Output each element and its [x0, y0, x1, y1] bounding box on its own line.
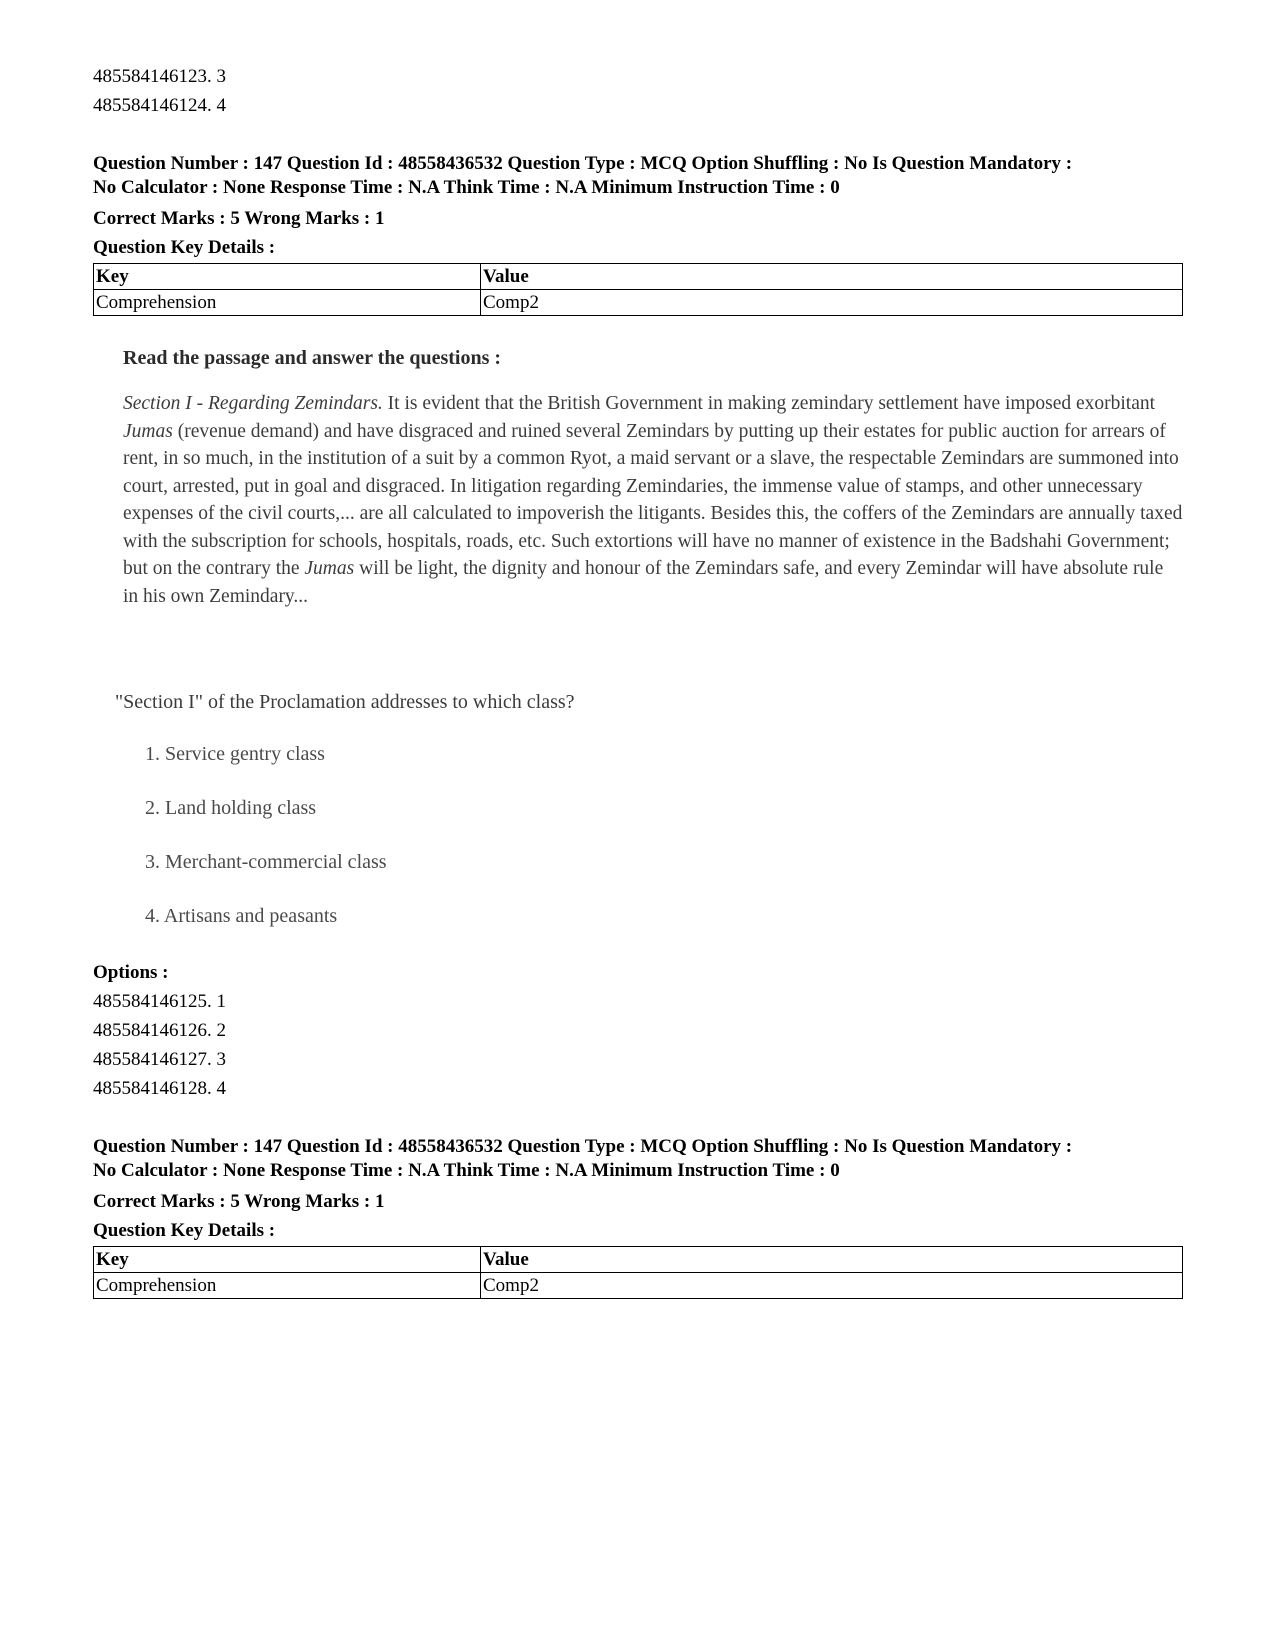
table-row	[94, 290, 1183, 316]
option-item: 485584146125. 1	[93, 991, 226, 1012]
table-cell-value: Comp2	[481, 290, 1183, 316]
options-label: Options :	[93, 962, 169, 983]
passage-image	[115, 344, 1183, 930]
key-details-label: Question Key Details :	[93, 1220, 276, 1241]
table-header-key: Key	[94, 264, 481, 290]
table-cell-key: Comprehension	[94, 290, 481, 316]
table-header-value: Value	[481, 1247, 1183, 1273]
passage-text-part: It is evident that the British Government in making zemindary settlement have imposed exorbitant	[382, 393, 1156, 414]
passage-text-part: will be light, the dignity and honour of the Zemindars safe, and every Zemindar will have absolute rule in his own Zemindary...	[123, 558, 1164, 607]
marks-line: Correct Marks : 5 Wrong Marks : 1	[93, 1191, 385, 1212]
question-meta-block	[93, 152, 1183, 316]
key-details-label: Question Key Details :	[93, 237, 276, 258]
answer-choice: 2. Land holding class	[145, 797, 317, 819]
question-text: "Section I" of the Proclamation addresses to which class?	[115, 691, 575, 713]
question-meta-line: Question Number : 147 Question Id : 48558436532 Question Type : MCQ Option Shuffling : No Is Question Mandatory :	[93, 153, 1073, 174]
table-header-row	[94, 1247, 1183, 1273]
key-details-table	[93, 263, 1183, 316]
option-item: 485584146123. 3	[93, 66, 226, 87]
options-list	[93, 987, 1183, 1103]
question-meta-line: No Calculator : None Response Time : N.A Think Time : N.A Minimum Instruction Time : 0	[93, 177, 840, 198]
table-row	[94, 1273, 1183, 1299]
table-header-key: Key	[94, 1247, 481, 1273]
passage-term-jumas: Jumas	[304, 558, 355, 579]
passage-heading: Read the passage and answer the questions :	[123, 347, 502, 369]
passage-section-title: Section I - Regarding Zemindars.	[123, 393, 383, 414]
passage-text-part: (revenue demand) and have disgraced and ruined several Zemindars by putting up their estates for public auction for arrears of rent, in so much, in the institution of a suit by a common Ryot, a maid servant or a slave, the respectable Zemindars are summoned into court, arrested, put in goal and disgraced. In litigation regarding Zemindaries, the immense value of stamps, and other unnecessary expenses of the civil courts,... are all calculated to impoverish the litigants. Besides this, the coffers of the Zemindars are annually taxed with the subscription for schools, hospitals, roads, etc. Such extortions will have no manner of existence in the Badshahi Government; but on the contrary the	[123, 420, 1183, 579]
table-header-value: Value	[481, 264, 1183, 290]
question-meta-line: Question Number : 147 Question Id : 48558436532 Question Type : MCQ Option Shuffling : No Is Question Mandatory :	[93, 1136, 1073, 1157]
key-details-table	[93, 1246, 1183, 1299]
option-item: 485584146128. 4	[93, 1078, 226, 1099]
answer-choices-list	[123, 740, 1183, 930]
passage-text	[123, 390, 1183, 610]
previous-options-list	[93, 62, 1183, 120]
answer-choice: 4. Artisans and peasants	[145, 905, 338, 927]
option-item: 485584146126. 2	[93, 1020, 226, 1041]
option-item: 485584146127. 3	[93, 1049, 226, 1070]
passage-term-jumas: Jumas	[123, 420, 173, 442]
table-cell-key: Comprehension	[94, 1273, 481, 1299]
marks-line: Correct Marks : 5 Wrong Marks : 1	[93, 208, 385, 229]
document-page	[93, 56, 1183, 1299]
table-header-row	[94, 264, 1183, 290]
question-meta-line: No Calculator : None Response Time : N.A Think Time : N.A Minimum Instruction Time : 0	[93, 1160, 840, 1181]
answer-choice: 1. Service gentry class	[145, 743, 325, 765]
answer-choice: 3. Merchant-commercial class	[145, 851, 387, 873]
question-meta-block	[93, 1135, 1183, 1299]
option-item: 485584146124. 4	[93, 95, 226, 116]
table-cell-value: Comp2	[481, 1273, 1183, 1299]
